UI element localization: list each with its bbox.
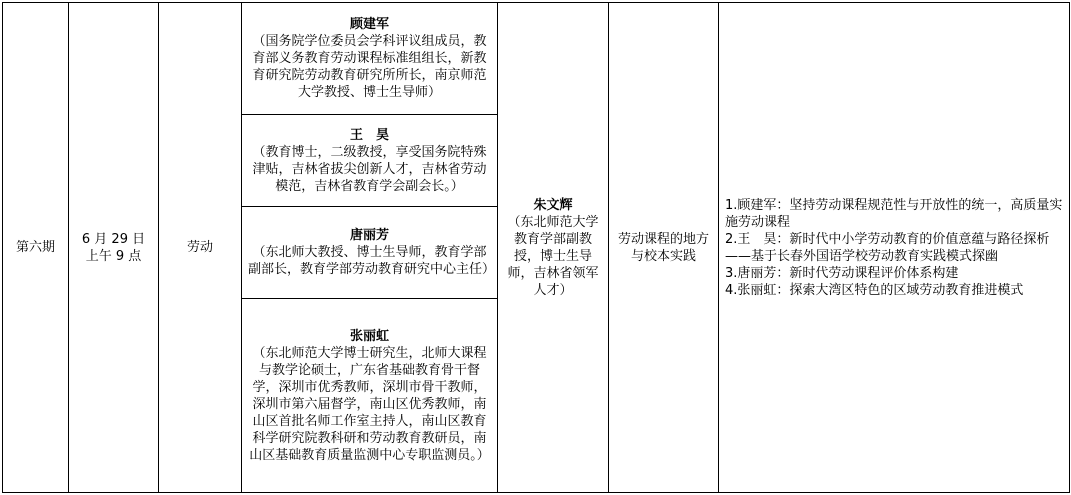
talk-list [719, 3, 1070, 493]
host-cell [498, 3, 609, 493]
expert-bio: （国务院学位委员会学科评议组成员，教育部义务教育劳动课程标准组组长，新教育研究院劳动教育研究所所长，南京师范大学教授、博士生导师） [252, 34, 487, 100]
table-row [3, 3, 1070, 115]
expert-name: 王 昊 [349, 127, 389, 143]
session-theme: 劳动 [159, 3, 242, 493]
session-date [69, 3, 159, 493]
session-period: 第六期 [3, 3, 69, 493]
session-date-day: 6 月 29 日 [81, 231, 146, 247]
talk-item: 2.王 昊：新时代中小学劳动教育的价值意蕴与路径探析——基于长春外国语学校劳动教育实践模式探幽 [725, 231, 1050, 264]
expert-cell [242, 299, 498, 493]
expert-name: 张丽虹 [349, 328, 389, 344]
talk-item: 4.张丽虹：探索大湾区特色的区域劳动教育推进模式 [725, 282, 1024, 298]
expert-bio: （东北师范大学博士研究生，北师大课程与教学论硕士，广东省基础教育骨干督学，深圳市优秀教师，深圳市骨干教师，深圳市第六届督学，南山区优秀教师，南山区首批名师工作室主持人，南山区教育科学研究院教科研和劳动教育教研员，南山区基础教育质量监测中心专职监测员。） [249, 345, 490, 463]
host-name: 朱文辉 [533, 197, 573, 213]
session-schedule-table [2, 2, 1070, 493]
expert-cell [242, 207, 498, 299]
expert-cell [242, 3, 498, 115]
expert-bio: （东北师大教授、博士生导师，教育学部副部长，教育学部劳动教育研究中心主任） [248, 245, 496, 277]
talk-item: 1.顾建军：坚持劳动课程规范性与开放性的统一，高质量实施劳动课程 [725, 197, 1063, 230]
session-date-time: 上午 9 点 [85, 248, 142, 264]
expert-name: 唐丽芳 [349, 228, 389, 243]
talk-item: 3.唐丽芳：新时代劳动课程评价体系构建 [725, 265, 959, 281]
expert-name: 顾建军 [349, 17, 389, 32]
expert-cell [242, 115, 498, 207]
session-topic: 劳动课程的地方与校本实践 [609, 3, 719, 493]
host-bio: （东北师范大学教育学部副教授，博士生导师，吉林省领军人才） [507, 214, 599, 298]
expert-bio: （教育博士，二级教授，享受国务院特殊津贴，吉林省拔尖创新人才，吉林省劳动模范，吉林省教育学会副会长。） [252, 144, 487, 194]
